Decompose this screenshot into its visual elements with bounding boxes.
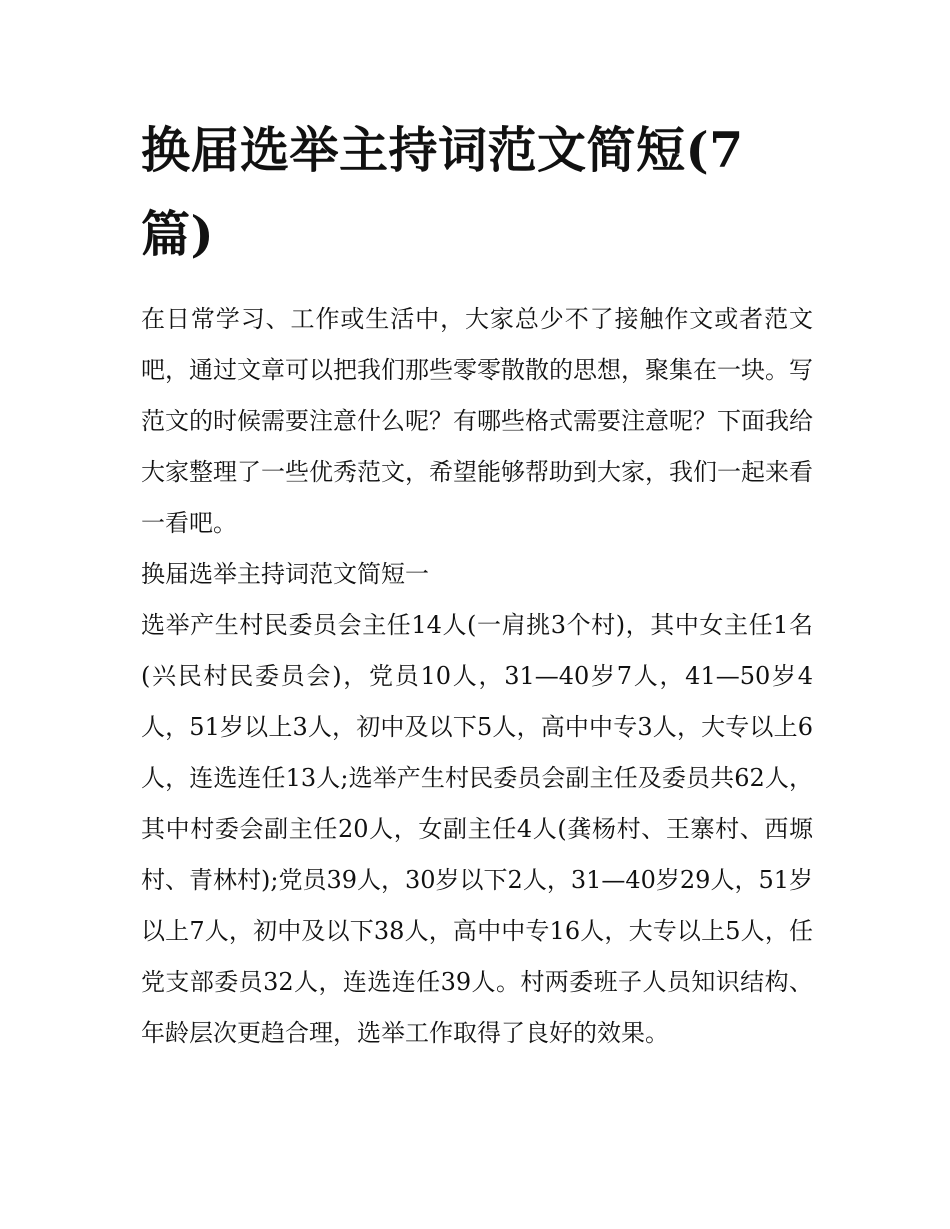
- section-paragraph-1: 选举产生村民委员会主任14人(一肩挑3个村)，其中女主任1名(兴民村民委员会)，党员10人，31—40岁7人，41—50岁4人，51岁以上3人，初中及以下5人，高中中专3人，大专以上6人，连选连任13人;选举产生村民委员会副主任及委员共62人，其中村委会副主任20人，女副主任4人(龚杨村、王寨村、西塬村、青林村);党员39人，30岁以下2人，31—40岁29人，51岁以上7人，初中及以下38人，高中中专16人，大专以上5人，任党支部委员32人，连选连任39人。村两委班子人员知识结构、年龄层次更趋合理，选举工作取得了良好的效果。: [141, 611, 813, 1047]
- intro-paragraph: 在日常学习、工作或生活中，大家总少不了接触作文或者范文吧，通过文章可以把我们那些零零散散的思想，聚集在一块。写范文的时候需要注意什么呢？有哪些格式需要注意呢？下面我给大家整理了一些优秀范文，希望能够帮助到大家，我们一起来看一看吧。: [141, 305, 813, 537]
- section-heading-1: 换届选举主持词范文简短一: [141, 560, 429, 588]
- document-title: 换届选举主持词范文简短(7篇): [141, 121, 744, 263]
- document-content: [141, 108, 813, 1059]
